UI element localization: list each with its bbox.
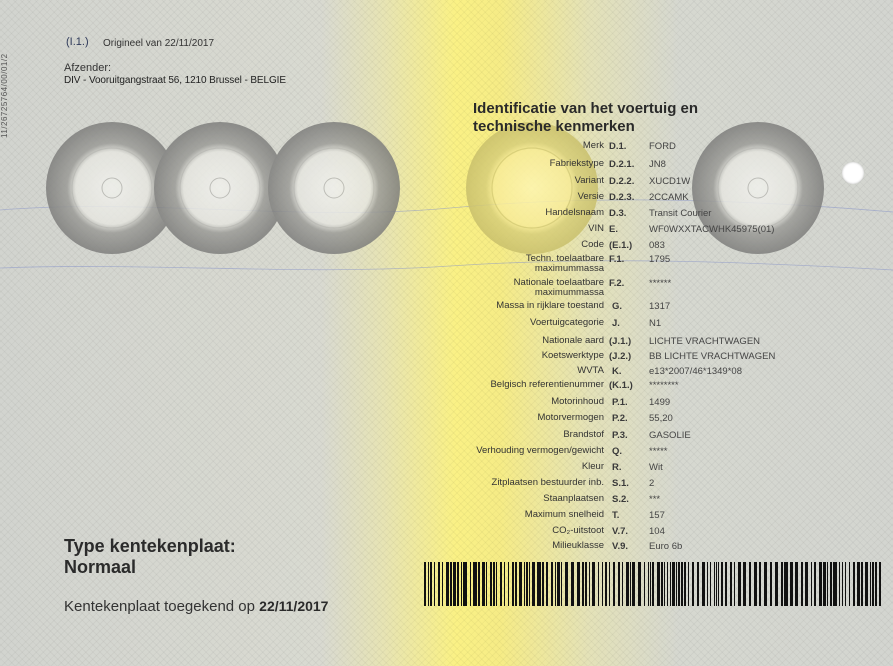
row-value: Wit — [649, 462, 663, 473]
barcode-bar — [725, 562, 727, 606]
barcode-bar — [613, 562, 615, 606]
barcode-bar — [430, 562, 432, 606]
row-value: 083 — [649, 240, 665, 251]
row-value: 1499 — [649, 397, 671, 408]
barcode-bar — [718, 562, 719, 606]
side-reference-code: 11/26725764/00/01/2 — [0, 53, 9, 138]
barcode-bar — [470, 562, 471, 606]
sender-label: Afzender: — [64, 62, 112, 74]
row-label: Verhouding vermogen/gewicht — [476, 445, 604, 456]
row-label: Koetswerktype — [541, 350, 604, 361]
barcode-bar — [526, 562, 528, 606]
barcode-bar — [490, 562, 492, 606]
row-value: 1795 — [649, 254, 671, 265]
row-label: Belgisch referentienummer — [490, 379, 604, 390]
barcode-bar — [664, 562, 665, 606]
row-code: F.1. — [609, 254, 625, 265]
row-code: D.2.1. — [609, 159, 635, 170]
row-code: F.2. — [609, 278, 625, 289]
row-code: K. — [612, 366, 622, 377]
row-code: S.2. — [612, 494, 629, 505]
barcode-bar — [609, 562, 610, 606]
barcode-bar — [830, 562, 832, 606]
row-value: JN8 — [649, 159, 666, 170]
barcode-bar — [870, 562, 871, 606]
barcode-bar — [749, 562, 751, 606]
barcode-bar — [692, 562, 694, 606]
barcode-bar — [811, 562, 812, 606]
row-value: 1317 — [649, 301, 671, 312]
barcode-bar — [759, 562, 761, 606]
barcode-bar — [512, 562, 514, 606]
row-value: 2CCAMK — [649, 192, 689, 203]
barcode-bar — [857, 562, 860, 606]
barcode-bar — [478, 562, 480, 606]
row-code: (J.1.) — [609, 336, 632, 347]
sender-address: DIV - Vooruitgangstraat 56, 1210 Brussel - BELGIE — [64, 75, 286, 86]
barcode-bar — [602, 562, 603, 606]
barcode-bar — [865, 562, 868, 606]
original-code: (I.1.) — [66, 36, 89, 48]
row-code: P.1. — [612, 397, 628, 408]
barcode-bar — [561, 562, 562, 606]
plate-assigned-label: Kentekenplaat toegekend op — [64, 598, 255, 615]
row-code: D.3. — [609, 208, 627, 219]
plate-type — [64, 536, 236, 578]
row-code: (E.1.) — [609, 240, 633, 251]
row-label: Handelsnaam — [545, 207, 604, 218]
barcode-bar — [630, 562, 631, 606]
barcode-bar — [453, 562, 456, 606]
barcode-bar — [428, 562, 429, 606]
barcode-bar — [592, 562, 595, 606]
barcode-bar — [702, 562, 705, 606]
barcode-bar — [845, 562, 846, 606]
barcode-bar — [823, 562, 826, 606]
barcode-bar — [461, 562, 462, 606]
barcode-bar — [734, 562, 735, 606]
row-label: WVTA — [577, 365, 604, 376]
barcode-bar — [555, 562, 556, 606]
barcode-bar — [743, 562, 746, 606]
row-value: XUCD1W — [649, 176, 691, 187]
barcode-bar — [582, 562, 584, 606]
plate-type-value: Normaal — [64, 557, 137, 577]
row-label: Motorinhoud — [551, 396, 604, 407]
row-label: Code — [581, 239, 604, 250]
barcode-bar — [833, 562, 837, 606]
row-label: Nationale aard — [542, 335, 604, 346]
row-code: (K.1.) — [609, 380, 633, 391]
row-label: CO₂-uitstoot — [552, 525, 604, 536]
barcode-bar — [589, 562, 590, 606]
row-value: LICHTE VRACHTWAGEN — [649, 336, 761, 347]
barcode-bar — [438, 562, 440, 606]
barcode-bar — [524, 562, 525, 606]
row-label: Fabriekstype — [549, 158, 604, 169]
barcode-bar — [632, 562, 635, 606]
plate-assigned — [64, 598, 328, 615]
barcode-bar — [676, 562, 677, 606]
row-label: Variant — [574, 175, 604, 186]
barcode-bar — [814, 562, 816, 606]
barcode-bar — [849, 562, 850, 606]
row-value: e13*2007/46*1349*08 — [649, 366, 742, 377]
barcode-bar — [463, 562, 467, 606]
row-code: G. — [612, 301, 623, 312]
row-label: Brandstof — [563, 429, 604, 440]
barcode-bar — [716, 562, 717, 606]
barcode-bar — [519, 562, 522, 606]
barcode-bar — [551, 562, 553, 606]
barcode-bar — [585, 562, 587, 606]
barcode-bar — [618, 562, 620, 606]
row-value: Euro 6b — [649, 541, 683, 552]
barcode-bar — [424, 562, 426, 606]
barcode-bar — [496, 562, 497, 606]
barcode-bar — [754, 562, 757, 606]
barcode-bar — [457, 562, 459, 606]
row-code: R. — [612, 462, 622, 473]
barcode-bar — [738, 562, 741, 606]
barcode-bar — [667, 562, 668, 606]
barcode-bar — [842, 562, 843, 606]
document-title: Identificatie van het voertuig en technische kenmerken — [473, 100, 699, 135]
barcode-bar — [697, 562, 699, 606]
barcode-bar — [661, 562, 663, 606]
barcode-bar — [684, 562, 686, 606]
barcode-bar — [827, 562, 828, 606]
row-label: Massa in rijklare toestand — [496, 300, 604, 311]
barcode-bar — [504, 562, 505, 606]
row-code: Q. — [612, 446, 623, 457]
barcode-bar — [537, 562, 541, 606]
barcode-bar — [714, 562, 715, 606]
barcode-bar — [672, 562, 675, 606]
barcode-bar — [650, 562, 651, 606]
barcode-bar — [557, 562, 560, 606]
barcode-bar — [434, 562, 435, 606]
row-label: Milieuklasse — [552, 540, 604, 551]
row-label: Merk — [582, 140, 604, 151]
barcode-bar — [605, 562, 607, 606]
barcode-bar — [853, 562, 855, 606]
row-value: N1 — [649, 318, 662, 329]
barcode-bar — [681, 562, 683, 606]
row-code: D.1. — [609, 141, 627, 152]
barcode-bar — [657, 562, 660, 606]
row-label: Maximum snelheid — [524, 509, 604, 520]
barcode-bar — [879, 562, 881, 606]
row-label: Kleur — [581, 461, 604, 472]
barcode-bar — [801, 562, 803, 606]
row-code: E. — [609, 224, 618, 235]
barcode — [424, 562, 882, 606]
barcode-bar — [764, 562, 767, 606]
barcode-bar — [546, 562, 548, 606]
barcode-bar — [819, 562, 822, 606]
barcode-bar — [577, 562, 580, 606]
barcode-bar — [598, 562, 599, 606]
row-code: D.2.2. — [609, 176, 635, 187]
barcode-bar — [565, 562, 568, 606]
barcode-bar — [493, 562, 495, 606]
row-code: V.7. — [612, 526, 629, 537]
barcode-bar — [644, 562, 645, 606]
row-label: Versie — [577, 191, 604, 202]
barcode-bar — [770, 562, 772, 606]
row-label: VIN — [588, 223, 604, 234]
row-label: Voertuigcategorie — [530, 317, 604, 328]
barcode-bar — [500, 562, 502, 606]
barcode-bar — [688, 562, 689, 606]
barcode-bar — [622, 562, 623, 606]
row-value: BB LICHTE VRACHTWAGEN — [649, 351, 776, 362]
barcode-bar — [775, 562, 778, 606]
barcode-bar — [442, 562, 443, 606]
row-value: ******** — [649, 380, 679, 391]
barcode-bar — [721, 562, 723, 606]
row-code: S.1. — [612, 478, 629, 489]
row-label: Zitplaatsen bestuurder inb. — [491, 477, 604, 488]
barcode-bar — [450, 562, 452, 606]
row-value: 157 — [649, 510, 665, 521]
barcode-bar — [529, 562, 530, 606]
barcode-bar — [515, 562, 517, 606]
row-value: ****** — [649, 278, 672, 289]
barcode-bar — [571, 562, 574, 606]
barcode-bar — [805, 562, 808, 606]
barcode-bar — [508, 562, 509, 606]
row-value: WF0WXXTACWHK45975(01) — [649, 224, 775, 235]
barcode-bar — [532, 562, 535, 606]
barcode-bar — [482, 562, 485, 606]
barcode-bar — [872, 562, 874, 606]
barcode-bar — [784, 562, 788, 606]
row-code: V.9. — [612, 541, 629, 552]
plate-assigned-date: 22/11/2017 — [259, 598, 329, 614]
row-value: *** — [649, 494, 661, 505]
barcode-bar — [707, 562, 708, 606]
barcode-bar — [781, 562, 783, 606]
barcode-bar — [542, 562, 544, 606]
barcode-bar — [626, 562, 629, 606]
barcode-bar — [486, 562, 487, 606]
row-code: P.3. — [612, 430, 628, 441]
row-code: T. — [612, 510, 620, 521]
barcode-bar — [861, 562, 863, 606]
row-code: (J.2.) — [609, 351, 632, 362]
row-code: D.2.3. — [609, 192, 635, 203]
row-value: Transit Courier — [649, 208, 712, 219]
barcode-bar — [446, 562, 449, 606]
row-value: 2 — [649, 478, 655, 489]
row-code: P.2. — [612, 413, 628, 424]
row-label: Nationale toelaatbare maximummassa — [513, 277, 604, 298]
barcode-bar — [875, 562, 877, 606]
row-label: Motorvermogen — [537, 412, 604, 423]
row-label: Techn. toelaatbare maximummassa — [525, 253, 604, 274]
barcode-bar — [790, 562, 793, 606]
plate-type-label: Type kentekenplaat: — [64, 536, 236, 556]
barcode-bar — [473, 562, 477, 606]
row-label: Staanplaatsen — [543, 493, 604, 504]
row-code: J. — [612, 318, 620, 329]
row-value: 55,20 — [649, 413, 673, 424]
row-value: ***** — [649, 446, 668, 457]
barcode-bar — [652, 562, 654, 606]
barcode-bar — [638, 562, 641, 606]
barcode-bar — [648, 562, 649, 606]
barcode-bar — [678, 562, 680, 606]
barcode-bar — [795, 562, 798, 606]
row-value: GASOLIE — [649, 430, 691, 441]
original-date-text: Origineel van 22/11/2017 — [103, 38, 215, 49]
barcode-bar — [670, 562, 671, 606]
barcode-bar — [730, 562, 732, 606]
punch-hole — [842, 162, 864, 184]
row-value: FORD — [649, 141, 676, 152]
row-value: 104 — [649, 526, 665, 537]
barcode-bar — [839, 562, 840, 606]
barcode-bar — [710, 562, 711, 606]
